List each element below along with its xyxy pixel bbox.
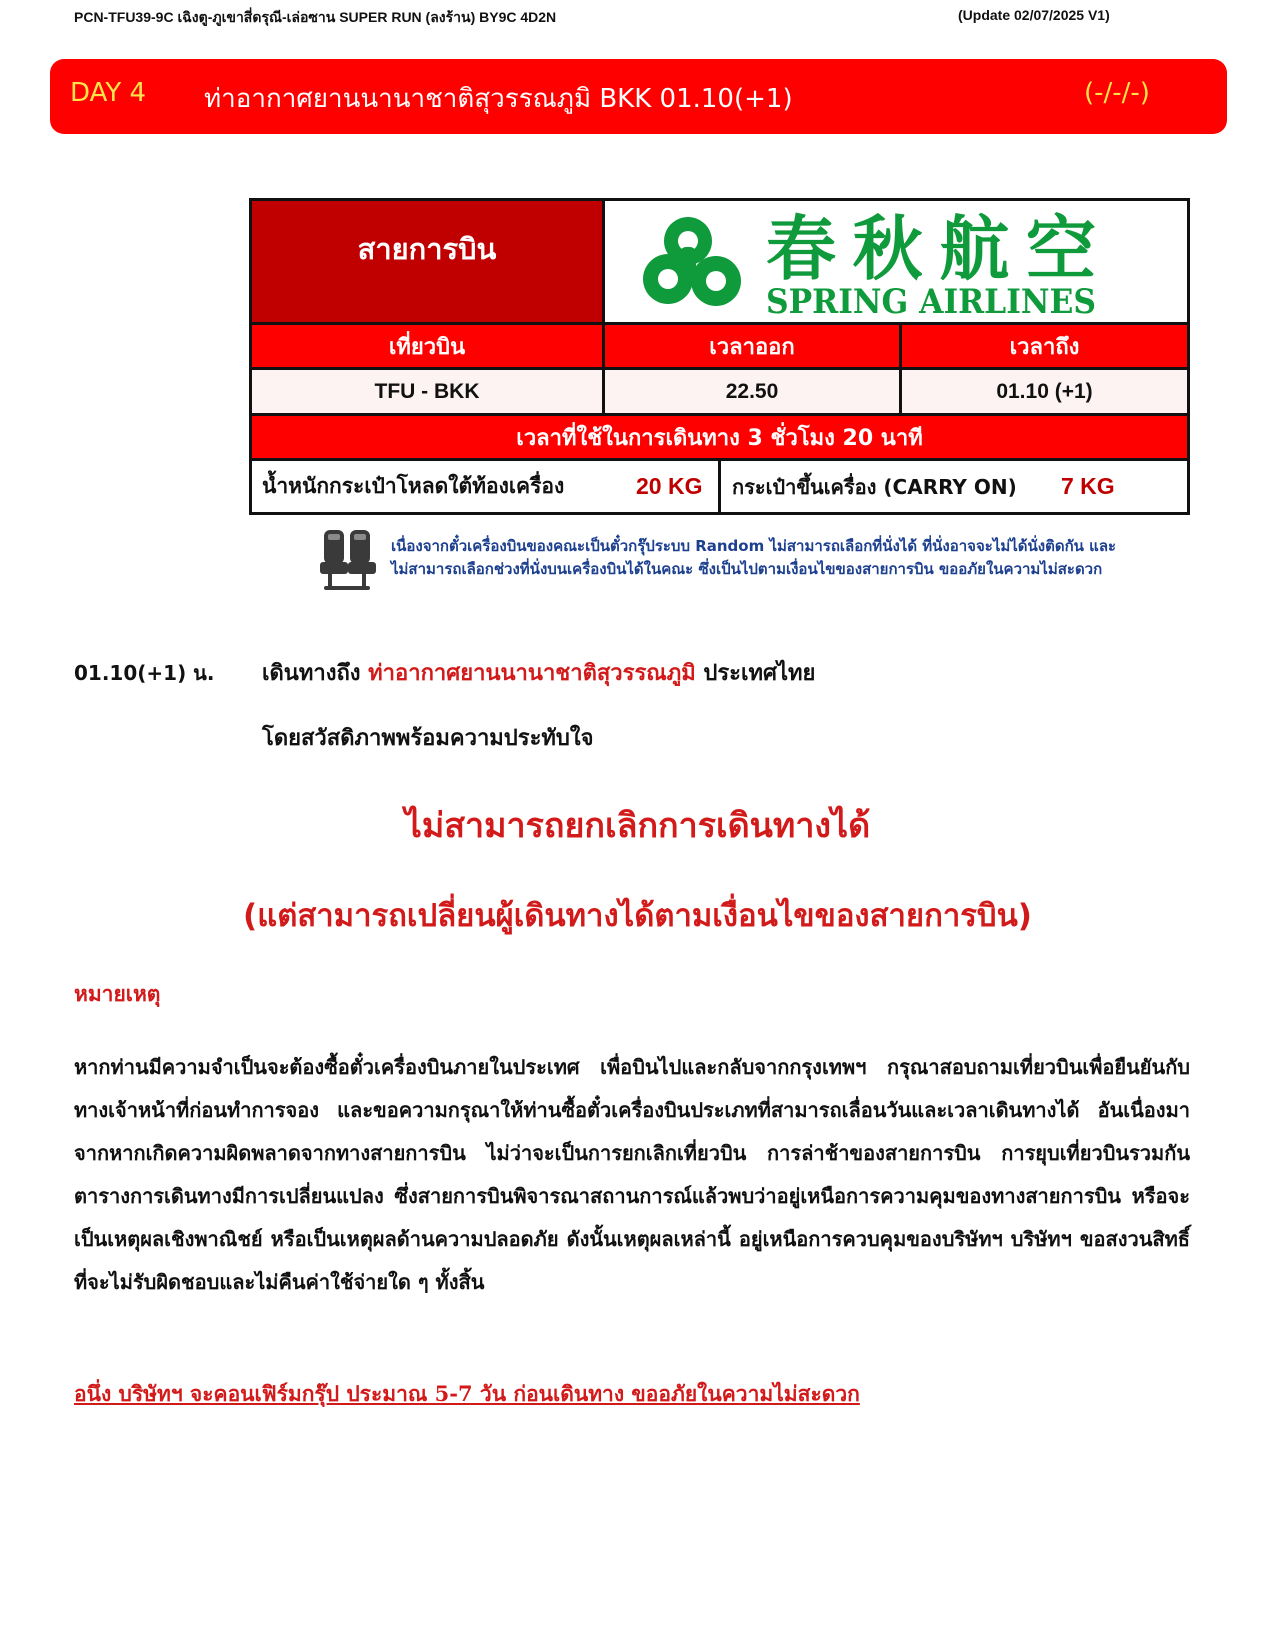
airline-logo-cell — [605, 201, 1187, 325]
day-title: ท่าอากาศยานนานาชาติสุวรรณภูมิ BKK 01.10(+1) — [204, 84, 793, 114]
confirm-note: อนึ่ง บริษัทฯ จะคอนเฟิร์มกรุ๊ป ประมาณ 5-7 วัน ก่อนเดินทาง ขออภัยในความไม่สะดวก — [74, 1381, 860, 1406]
seat-notice-text — [391, 535, 1116, 581]
meals-label: (-/-/-) — [1084, 78, 1150, 108]
seat-notice-line1: เนื่องจากตั๋วเครื่องบินของคณะเป็นตั๋วกรุ๊ประบบ Random ไม่สามารถเลือกที่นั่งได้ ที่นั่งอาจจะไม่ได้นั่งติดกัน และ — [391, 537, 1117, 555]
change-traveler-note: (แต่สามารถเปลี่ยนผู้เดินทางได้ตามเงื่อนไขของสายการบิน) — [243, 898, 1032, 934]
logo-chinese-text: 春秋航空 — [766, 206, 1096, 290]
remark-title: หมายเหตุ — [74, 982, 161, 1006]
seat-notice-line2: ไม่สามารถเลือกช่วงที่นั่งบนเครื่องบินได้ในคณะ ซึ่งเป็นไปตามเงื่อนไขของสายการบิน ขออภัยในความไม่สะดวก — [391, 560, 1103, 578]
day-banner — [50, 59, 1227, 134]
arrival-place: ท่าอากาศยานนานาชาติสุวรรณภูมิ — [368, 661, 696, 686]
hold-baggage-label: น้ำหนักกระเป๋าโหลดใต้ท้องเครื่อง — [262, 474, 565, 498]
logo-english-text: SPRING AIRLINES — [766, 281, 1096, 321]
departure-header: เวลาออก — [605, 325, 902, 370]
hold-baggage-value: 20 KG — [636, 473, 703, 499]
arrival-value: 01.10 (+1) — [902, 370, 1187, 416]
airline-label: สายการบิน — [252, 201, 605, 325]
update-label: (Update 02/07/2025 V1) — [958, 7, 1110, 23]
no-cancel-warning: ไม่สามารถยกเลิกการเดินทางได้ — [404, 806, 871, 846]
arrival-prefix: เดินทางถึง — [262, 661, 369, 686]
day-label: DAY 4 — [70, 78, 147, 108]
spring-airlines-logo-icon — [616, 203, 1176, 321]
hold-baggage — [252, 461, 721, 512]
cabin-baggage — [721, 461, 1187, 512]
remark-body: หากท่านมีความจำเป็นจะต้องซื้อตั๋วเครื่องบินภายในประเทศ เพื่อบินไปและกลับจากกรุงเทพฯ กรุณาสอบถามเที่ยวบินเพื่อยืนยันกับทางเจ้าหน้าที่ก่อนทำการจอง และขอความกรุณาให้ท่านซื้อตั๋วเครื่องบินประเภทที่สามารถเลื่อนวันและเวลาเดินทางได้ อันเนื่องมาจากหากเกิดความผิดพลาดจากทางสายการบิน ไม่ว่าจะเป็นการยกเลิกเที่ยวบิน การล่าช้าของสายการบิน การยุบเที่ยวบินรวมกัน ตารางการเดินทางมีการเปลี่ยนแปลง ซึ่งสายการบินพิจารณาสถานการณ์แล้วพบว่าอยู่เหนือการความคุมของทางสายการบิน หรือจะเป็นเหตุผลเชิงพาณิชย์ หรือเป็นเหตุผลด้านความปลอดภัย ดังนั้นเหตุผลเหล่านี้ อยู่เหนือการควบคุมของบริษัทฯ บริษัทฯ ขอสงวนสิทธิ์ที่จะไม่รับผิดชอบและไม่คืนค่าใช้จ่ายใด ๆ ทั้งสิ้น — [74, 1055, 1190, 1294]
arrival-time: 01.10(+1) น. — [74, 661, 215, 685]
flight-table — [249, 198, 1190, 515]
airplane-seat-icon — [318, 528, 380, 592]
arrival-suffix: ประเทศไทย — [695, 661, 816, 686]
route-value: TFU - BKK — [252, 370, 605, 416]
flight-duration: เวลาที่ใช้ในการเดินทาง 3 ชั่วโมง 20 นาที — [252, 416, 1187, 461]
tour-code: PCN-TFU39-9C เฉิงตู-ภูเขาสี่ดรุณี-เล่อซาน SUPER RUN (ลงร้าน) BY9C 4D2N — [74, 9, 557, 25]
arrival-line — [262, 655, 815, 690]
arrival-header: เวลาถึง — [902, 325, 1187, 370]
route-header: เที่ยวบิน — [252, 325, 605, 370]
seat-notice — [318, 528, 1128, 593]
arrival-line-2: โดยสวัสดิภาพพร้อมความประทับใจ — [262, 726, 594, 751]
departure-value: 22.50 — [605, 370, 902, 416]
cabin-baggage-value: 7 KG — [1061, 473, 1115, 499]
cabin-baggage-label: กระเป๋าขึ้นเครื่อง (CARRY ON) — [732, 474, 1017, 499]
